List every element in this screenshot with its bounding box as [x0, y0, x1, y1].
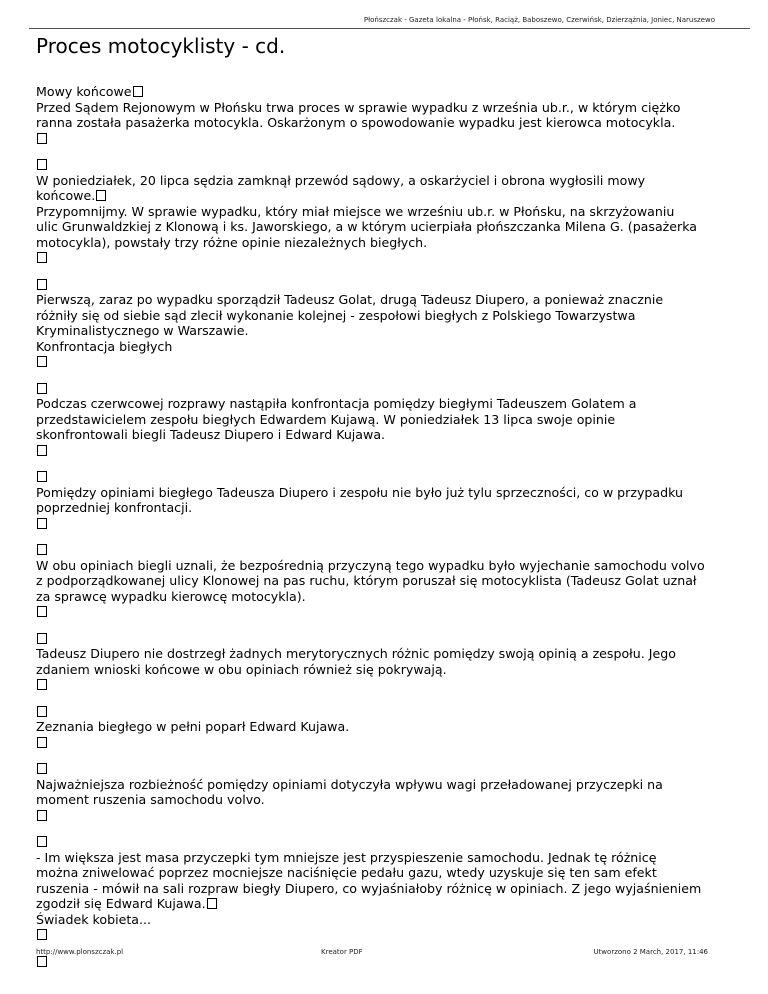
text-line: z podporządkowanej ulicy Klonowej na pas ruchu, którym poruszał się motocyklista (Tadeusz Golat uznał — [36, 573, 697, 588]
missing-glyph-box — [37, 445, 47, 456]
text-line: skonfrontowali biegli Tadeusz Diupero i Edward Kujawa. — [36, 427, 386, 442]
text-line: za sprawcę wypadku kierowcę motocykla). — [36, 588, 306, 604]
text-line — [36, 250, 736, 266]
text-line — [36, 808, 736, 824]
text-line — [36, 761, 736, 777]
text-line: Przed Sądem Rejonowym w Płońsku trwa proces w sprawie wypadku z września ub.r., w którym ciężko — [36, 99, 681, 115]
text-line: motocykla), powstały trzy różne opinie niezależnych biegłych. — [36, 234, 428, 250]
text-line — [36, 469, 736, 485]
paragraph-gap — [36, 531, 736, 542]
paragraph-gap — [36, 458, 736, 469]
paragraph — [36, 542, 736, 620]
text-line: Pomiędzy opiniami biegłego Tadeusza Diupero i zespołu nie było już tylu sprzeczności, co w przypadku — [36, 484, 684, 500]
paragraph — [36, 834, 736, 943]
text-line: można zniwelować poprzez mocniejsze naciśnięcie pedału gazu, wtedy uzyskuje się ten sam efekt — [36, 865, 657, 880]
paragraph — [36, 84, 736, 146]
missing-glyph-box — [37, 706, 47, 717]
text-line — [36, 277, 736, 293]
missing-glyph-box — [37, 518, 47, 529]
missing-glyph-box — [37, 279, 47, 290]
text-line: zgodził się Edward Kujawa. — [36, 896, 736, 912]
missing-glyph-box — [37, 252, 47, 263]
text-line: zdaniem wnioski końcowe w obu opiniach również się pokrywają. — [36, 661, 447, 677]
missing-glyph-box — [37, 159, 47, 170]
text-line — [36, 704, 736, 720]
text-line: Pierwszą, zaraz po wypadku sporządził Tadeusz Golat, drugą Tadeusz Diupero, a ponieważ znacznie — [36, 292, 664, 307]
missing-glyph-box — [37, 679, 47, 690]
missing-glyph-box — [37, 956, 47, 967]
missing-glyph-box — [37, 633, 47, 644]
paragraph — [36, 277, 736, 370]
text-line — [36, 927, 736, 943]
paragraph-gap — [36, 620, 736, 631]
missing-glyph-box — [96, 190, 106, 201]
missing-glyph-box — [37, 471, 47, 482]
text-line — [36, 677, 736, 693]
text-line: Tadeusz Diupero nie dostrzegł żadnych merytorycznych różnic pomiędzy swoją opinią a zespołu. Jego — [36, 646, 676, 661]
text-line — [36, 443, 736, 459]
paragraph — [36, 761, 736, 823]
text-line: poprzedniej konfrontacji. — [36, 500, 193, 515]
footer-created-date: Utworzono 2 March, 2017, 11:46 — [593, 948, 708, 956]
text-line: Podczas czerwcowej rozprawy nastąpiła konfrontacja pomiędzy biegłymi Tadeuszem Golatem a — [36, 396, 637, 411]
text-line: ranna została pasażerka motocykla. Oskarżonym o spowodowanie wypadku jest kierowca motocykla. — [36, 115, 676, 130]
missing-glyph-box — [37, 133, 47, 144]
missing-glyph-box — [133, 86, 143, 97]
paragraph-gap — [36, 823, 736, 834]
paragraph — [36, 704, 736, 751]
missing-glyph-box — [37, 737, 47, 748]
text-line: końcowe. — [36, 188, 736, 204]
paragraph — [36, 381, 736, 459]
paragraph — [36, 157, 736, 266]
paragraph — [36, 631, 736, 693]
missing-glyph-box — [37, 810, 47, 821]
text-line — [36, 354, 736, 370]
missing-glyph-box — [37, 544, 47, 555]
paragraph-gap — [36, 146, 736, 157]
missing-glyph-box — [37, 356, 47, 367]
article-body — [36, 84, 736, 969]
page-header: Płońszczak - Gazeta lokalna - Płońsk, Raciąż, Baboszewo, Czerwińsk, Dzierzążnia, Joniec, Naruszewo — [363, 16, 715, 24]
article-title: Proces motocyklisty - cd. — [36, 34, 286, 58]
text-line: Najważniejsza rozbieżność pomiędzy opiniami dotyczyła wpływu wagi przeładowanej przyczepki na — [36, 776, 663, 792]
text-line — [36, 157, 736, 173]
text-line — [36, 604, 736, 620]
text-line — [36, 381, 736, 397]
paragraph-gap — [36, 693, 736, 704]
missing-glyph-box — [37, 763, 47, 774]
text-line: Przypomnijmy. W sprawie wypadku, który miał miejsce we wrześniu ub.r. w Płońsku, na skrzyżowaniu — [36, 203, 675, 219]
text-line: moment ruszenia samochodu volvo. — [36, 792, 265, 807]
header-divider — [29, 28, 750, 29]
paragraph — [36, 469, 736, 531]
text-line: Konfrontacja biegłych — [36, 338, 173, 354]
paragraph-gap — [36, 266, 736, 277]
text-line: Świadek kobieta... — [36, 911, 152, 927]
missing-glyph-box — [37, 836, 47, 847]
text-line: przedstawicielem zespołu biegłych Edwardem Kujawą. W poniedziałek 13 lipca swoje opinie — [36, 411, 616, 427]
text-line: ulic Grunwaldzkiej z Klonową i ks. Jaworskiego, a w którym ucierpiała płońszczanka Milena G. (pasażerka — [36, 219, 698, 234]
text-line — [36, 516, 736, 532]
text-line: Kryminalistycznego w Warszawie. — [36, 323, 249, 338]
text-line — [36, 542, 736, 558]
missing-glyph-box — [207, 898, 217, 909]
text-line — [36, 131, 736, 147]
text-line: W obu opiniach biegli uznali, że bezpośrednią przyczyną tego wypadku było wyjechanie samochodu volvo — [36, 557, 705, 573]
text-line: różniły się od siebie sąd zlecił wykonanie kolejnej - zespołowi biegłych z Polskiego Towarzystwa — [36, 307, 636, 323]
text-line: Mowy końcowe — [36, 84, 736, 100]
text-line — [36, 631, 736, 647]
footer-url[interactable]: http://www.plonszczak.pl — [36, 948, 124, 956]
paragraph-gap — [36, 370, 736, 381]
text-line — [36, 735, 736, 751]
paragraph-gap — [36, 750, 736, 761]
footer-generator: Kreator PDF — [321, 948, 363, 956]
text-line: W poniedziałek, 20 lipca sędzia zamknął przewód sądowy, a oskarżyciel i obrona wygłosili mowy — [36, 172, 646, 188]
missing-glyph-box — [37, 606, 47, 617]
text-line: ruszenia - mówił na sali rozpraw biegły Diupero, co wyjaśniałoby różnicę w opiniach. Z jego wyjaśnieniem — [36, 880, 702, 896]
text-line — [36, 834, 736, 850]
text-line: Zeznania biegłego w pełni poparł Edward Kujawa. — [36, 719, 350, 734]
text-line: - Im większa jest masa przyczepki tym mniejsze jest przyspieszenie samochodu. Jednak tę różnicę — [36, 849, 657, 865]
missing-glyph-box — [37, 929, 47, 940]
missing-glyph-box — [37, 383, 47, 394]
